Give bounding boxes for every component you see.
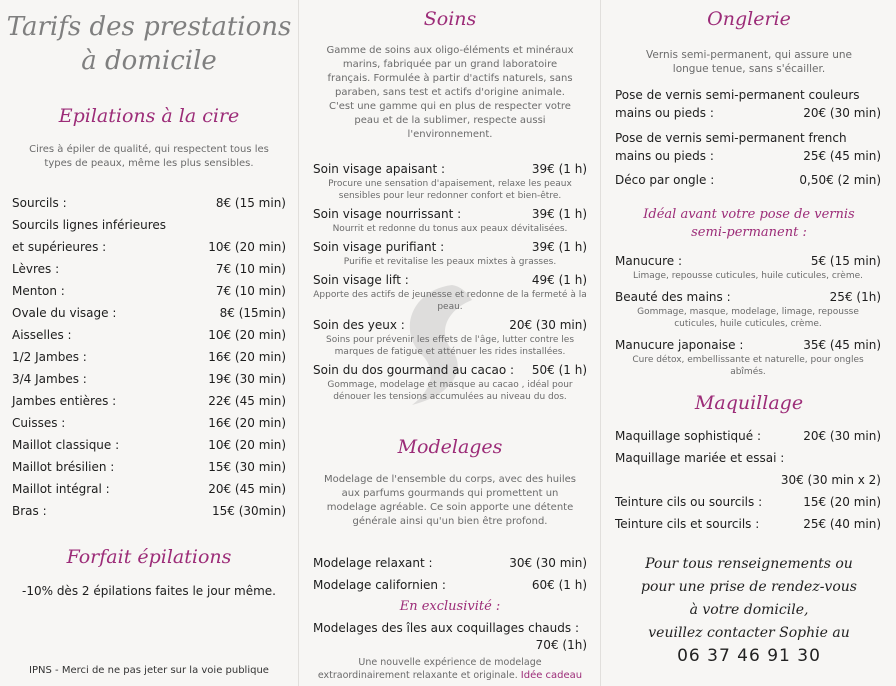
ideal-desc: Gommage, masque, modelage, limage, repousse cuticules, huile cuticules, crème. xyxy=(637,307,859,329)
epilation-name: 3/4 Jambes : xyxy=(12,372,87,386)
panel-middle xyxy=(298,0,600,686)
epilation-price: 10€ (20 min) xyxy=(208,240,286,254)
epilation-row xyxy=(12,302,286,324)
soin-row xyxy=(313,271,587,289)
epilation-name: Ovale du visage : xyxy=(12,306,117,320)
maquillage-item: Teinture cils et sourcils : 25€ (40 min) xyxy=(615,517,881,531)
epilation-row xyxy=(12,478,286,500)
onglerie-title: Onglerie xyxy=(707,8,791,30)
modelage-name: Modelage relaxant : xyxy=(313,556,433,570)
soin-desc: Apporte des actifs de jeunesse et redonne de la fermeté à la peau. xyxy=(313,290,587,312)
phone-number[interactable]: 06 37 46 91 30 xyxy=(677,646,821,666)
ideal-item xyxy=(615,336,881,378)
soin-desc: Soins pour prévenir les effets de l'âge, lutter contre les marques de fatigue et atténuer les rides installées. xyxy=(325,335,575,357)
ideal-name: Manucure : xyxy=(615,254,683,268)
epilation-name: Menton : xyxy=(12,284,65,298)
soin-name: Soin visage purifiant : xyxy=(313,240,445,254)
epilation-row xyxy=(12,368,286,390)
soin-price: 49€ (1 h) xyxy=(531,273,587,287)
onglerie-item-2: Pose de vernis semi-permanent french mains ou pieds : 25€ (45 min) xyxy=(615,131,881,163)
exclusivite-item xyxy=(313,620,587,654)
epilation-name: Maillot classique : xyxy=(12,438,120,452)
soin-price: 39€ (1 h) xyxy=(531,207,587,221)
soins-title: Soins xyxy=(423,8,477,30)
soin-price: 20€ (30 min) xyxy=(509,318,587,332)
onglerie-item-1: Pose de vernis semi-permanent couleurs mains ou pieds : 20€ (30 min) xyxy=(615,88,881,120)
epilation-price: 7€ (10 min) xyxy=(215,284,286,298)
soin-row xyxy=(313,238,587,256)
ideal-name: Beauté des mains : xyxy=(615,290,731,304)
epilation-name: Maillot intégral : xyxy=(12,482,110,496)
epilation-name: Jambes entières : xyxy=(12,394,117,408)
soin-row xyxy=(313,205,587,223)
ideal-row xyxy=(615,336,881,354)
soin-desc: Nourrit et redonne du tonus aux peaux dévitalisées. xyxy=(332,224,568,234)
epilation-row xyxy=(12,412,286,434)
epilation-price: 20€ (45 min) xyxy=(208,482,286,496)
ideal-row xyxy=(615,288,881,306)
ideal-desc: Limage, repousse cuticules, huile cuticules, crème. xyxy=(632,271,864,281)
maquillage-list xyxy=(615,425,881,535)
epilations-desc: Cires à épiler de qualité, qui respectent tous les types de peaux, même les plus sensibles. xyxy=(29,144,269,169)
epilation-row xyxy=(12,258,286,280)
modelages-list xyxy=(313,552,587,596)
epilation-row xyxy=(12,500,286,522)
contact-block: Pour tous renseignements ou pour une prise de rendez-vous à votre domicile, veuillez contacter Sophie au 06 37 46 91 30 xyxy=(601,553,896,668)
maquillage-item: Teinture cils ou sourcils : 15€ (20 min) xyxy=(615,495,881,509)
soins-list xyxy=(313,160,587,406)
ideal-list xyxy=(615,252,881,384)
modelage-name: Modelage californien : xyxy=(313,578,446,592)
epilation-name: Sourcils : xyxy=(12,196,67,210)
maquillage-item: Maquillage mariée et essai : xyxy=(615,451,785,465)
exclusivite-name: Modelages des îles aux coquillages chauds : xyxy=(313,621,579,635)
soin-price: 39€ (1 h) xyxy=(531,240,587,254)
modelage-row xyxy=(313,552,587,574)
onglerie-item-3: Déco par ongle : 0,50€ (2 min) xyxy=(615,173,881,187)
epilation-price: 15€ (30min) xyxy=(212,504,286,518)
epilation-name: Sourcils lignes inférieures xyxy=(12,218,167,232)
soin-name: Soin visage apaisant : xyxy=(313,162,445,176)
epilation-name: Maillot brésilien : xyxy=(12,460,115,474)
exclusivite-title: En exclusivité : xyxy=(399,599,501,614)
soin-name: Soin visage lift : xyxy=(313,273,409,287)
ideal-price: 35€ (45 min) xyxy=(803,338,881,352)
soin-item xyxy=(313,160,587,202)
modelages-title: Modelages xyxy=(397,436,503,458)
epilation-name: et supérieures : xyxy=(12,240,107,254)
forfait-text: -10% dès 2 épilations faites le jour même. xyxy=(22,584,276,598)
onglerie-desc: Vernis semi-permanent, qui assure une longue tenue, sans s'écailler. xyxy=(646,49,852,75)
epilation-price: 16€ (20 min) xyxy=(208,416,286,430)
ideal-price: 25€ (1h) xyxy=(829,290,881,304)
soin-item xyxy=(313,316,587,358)
ipns-footer: IPNS - Merci de ne pas jeter sur la voie publique xyxy=(29,665,269,676)
modelage-price: 60€ (1 h) xyxy=(531,578,587,592)
soin-price: 50€ (1 h) xyxy=(531,363,587,377)
epilation-price: 10€ (20 min) xyxy=(208,438,286,452)
idee-cadeau-tag: Idée cadeau xyxy=(520,670,583,681)
soin-item xyxy=(313,361,587,403)
epilation-name: Cuisses : xyxy=(12,416,66,430)
epilations-list xyxy=(12,192,286,522)
panel-right xyxy=(600,0,896,686)
epilations-title: Epilations à la cire xyxy=(58,105,240,127)
ideal-desc: Cure détox, embellissante et naturelle, pour ongles abîmés. xyxy=(632,355,864,377)
exclusivite-price: 70€ (1h) xyxy=(535,638,587,652)
epilation-row xyxy=(12,214,286,236)
soin-price: 39€ (1 h) xyxy=(531,162,587,176)
ideal-row xyxy=(615,252,881,270)
epilation-price: 16€ (20 min) xyxy=(208,350,286,364)
soin-row xyxy=(313,361,587,379)
epilation-row xyxy=(12,456,286,478)
soin-item xyxy=(313,205,587,235)
epilation-price: 19€ (30 min) xyxy=(208,372,286,386)
modelage-row xyxy=(313,574,587,596)
epilation-price: 15€ (30 min) xyxy=(208,460,286,474)
soin-name: Soin visage nourrissant : xyxy=(313,207,462,221)
ideal-price: 5€ (15 min) xyxy=(810,254,881,268)
exclusivite-desc: Une nouvelle expérience de modelage extraordinairement relaxante et originale. Idée cadeau xyxy=(317,657,583,681)
ideal-title: Idéal avant votre pose de vernis semi-permanent : xyxy=(643,207,855,240)
ideal-item xyxy=(615,288,881,330)
epilation-row xyxy=(12,192,286,214)
soin-item xyxy=(313,271,587,313)
soins-desc: Gamme de soins aux oligo-éléments et minéraux marins, fabriquée par un grand laboratoire français. Formulée à partir d'actifs naturels, sans paraben, sans test et actifs d'origine animale. C'est une gamme qui en plus de respecter votre peau et de la sublimer, respecte aussi l'environnement. xyxy=(326,45,574,140)
soin-name: Soin des yeux : xyxy=(313,318,405,332)
soin-row xyxy=(313,160,587,178)
epilation-row xyxy=(12,390,286,412)
maquillage-item-price: 30€ (30 min x 2) xyxy=(780,473,881,487)
epilation-row xyxy=(12,236,286,258)
soin-item xyxy=(313,238,587,268)
epilation-price: 10€ (20 min) xyxy=(208,328,286,342)
soin-desc: Gommage, modelage et masque au cacao , idéal pour dénouer les tensions accumulées au niveau du dos. xyxy=(327,380,573,402)
epilation-price: 22€ (45 min) xyxy=(208,394,286,408)
soin-desc: Purifie et revitalise les peaux mixtes à grasses. xyxy=(343,257,557,267)
epilation-price: 7€ (10 min) xyxy=(215,262,286,276)
epilation-price: 8€ (15 min) xyxy=(215,196,286,210)
epilation-row xyxy=(12,280,286,302)
maquillage-title: Maquillage xyxy=(694,392,804,414)
epilation-row xyxy=(12,434,286,456)
panel-left xyxy=(0,0,298,686)
epilation-name: Bras : xyxy=(12,504,47,518)
epilation-price: 8€ (15min) xyxy=(219,306,286,320)
maquillage-item: Maquillage sophistiqué : 20€ (30 min) xyxy=(615,429,881,443)
epilation-row xyxy=(12,324,286,346)
modelage-price: 30€ (30 min) xyxy=(509,556,587,570)
ideal-item xyxy=(615,252,881,282)
forfait-title: Forfait épilations xyxy=(66,546,232,568)
epilation-name: Aisselles : xyxy=(12,328,72,342)
epilation-row xyxy=(12,346,286,368)
modelages-desc: Modelage de l'ensemble du corps, avec des huiles aux parfums gourmands qui promettent un modelage agréable. Ce soin apporte une détente générale ainsi qu'un bien être profond. xyxy=(324,474,576,527)
ideal-name: Manucure japonaise : xyxy=(615,338,744,352)
epilation-name: Lèvres : xyxy=(12,262,60,276)
epilation-name: 1/2 Jambes : xyxy=(12,350,87,364)
soin-row xyxy=(313,316,587,334)
soin-name: Soin du dos gourmand au cacao : xyxy=(313,363,515,377)
page-title: Tarifs des prestations à domicile xyxy=(6,12,292,76)
soin-desc: Procure une sensation d'apaisement, relaxe les peaux sensibles pour leur redonner confort et bien-être. xyxy=(328,179,572,201)
